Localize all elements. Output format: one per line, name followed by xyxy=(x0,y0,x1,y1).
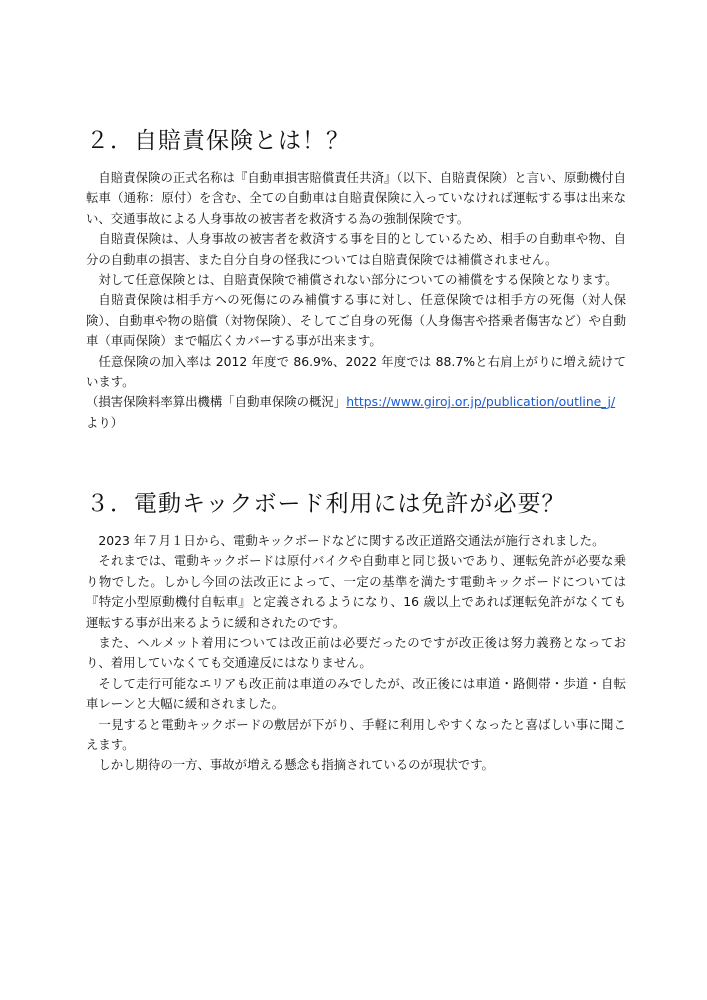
citation-link[interactable]: https://www.giroj.or.jp/publication/outline_j/ xyxy=(346,394,616,410)
section-heading: ３．電動キックボード利用には免許が必要？ xyxy=(86,491,566,517)
citation-prefix: （損害保険料率算出機構「自動車保険の概況」 xyxy=(86,394,347,410)
paragraph: また、ヘルメット着用については改正前は必要だったのですが改正後は努力義務となっており、着用していなくても交通違反にはなりません。 xyxy=(86,635,626,671)
citation-suffix: より） xyxy=(86,414,124,430)
section-heading: ２．自賠責保険とは！？ xyxy=(86,128,350,154)
paragraph: 一見すると電動キックボードの敷居が下がり、手軽に利用しやすくなったと喜ばしい事に聞こえます。 xyxy=(86,716,626,753)
section-kickboard-license xyxy=(86,487,626,776)
section-liability-insurance xyxy=(86,124,626,433)
citation xyxy=(86,392,626,433)
paragraph: それまでは、電動キックボードは原付バイクや自動車と同じ扱いであり、運転免許が必要な乗り物でした。しかし今回の法改正によって、一定の基準を満たす電動キックボードについては『特定小型原動機付自転車』と定義されるようになり、16 歳以上であれば運転免許がなくても運転する事が出来るように緩和されたのです。 xyxy=(86,553,626,630)
paragraph: 自賠責保険は相手方への死傷にのみ補償する事に対し、任意保険では相手方の死傷（対人保険）、自動車や物の賠償（対物保険）、そしてご自身の死傷（人身傷害や搭乗者傷害など）や自動車（車両保険）まで幅広くカバーする事が出来ます。 xyxy=(86,292,626,349)
paragraph: そして走行可能なエリアも改正前は車道のみでしたが、改正後には車道・路側帯・歩道・自転車レーンと大幅に緩和されました。 xyxy=(86,675,626,712)
paragraph: 自賠責保険の正式名称は『自動車損害賠償責任共済』（以下、自賠責保険）と言い、原動機付自転車（通称：原付）を含む、全ての自動車は自賠責保険に入っていなければ運転する事は出来ない、交通事故による人身事故の被害者を救済する為の強制保険です。 xyxy=(86,170,626,226)
paragraph: 2023 年７月１日から、電動キックボードなどに関する改正道路交通法が施行されました。 xyxy=(98,533,605,548)
paragraph: 自賠責保険は、人身事故の被害者を救済する事を目的としているため、相手の自動車や物、自分の自動車の損害、また自分自身の怪我については自賠責保険では補償されません。 xyxy=(86,231,626,267)
paragraph: 任意保険の加入率は 2012 年度で 86.9%、2022 年度では 88.7%と右肩上がりに増え続けています。 xyxy=(86,353,626,390)
paragraph: 対して任意保険とは、自賠責保険で補償されない部分についての補償をする保険となります。 xyxy=(98,272,618,288)
paragraph: しかし期待の一方、事故が増える懸念も指摘されているのが現状です。 xyxy=(98,757,494,773)
